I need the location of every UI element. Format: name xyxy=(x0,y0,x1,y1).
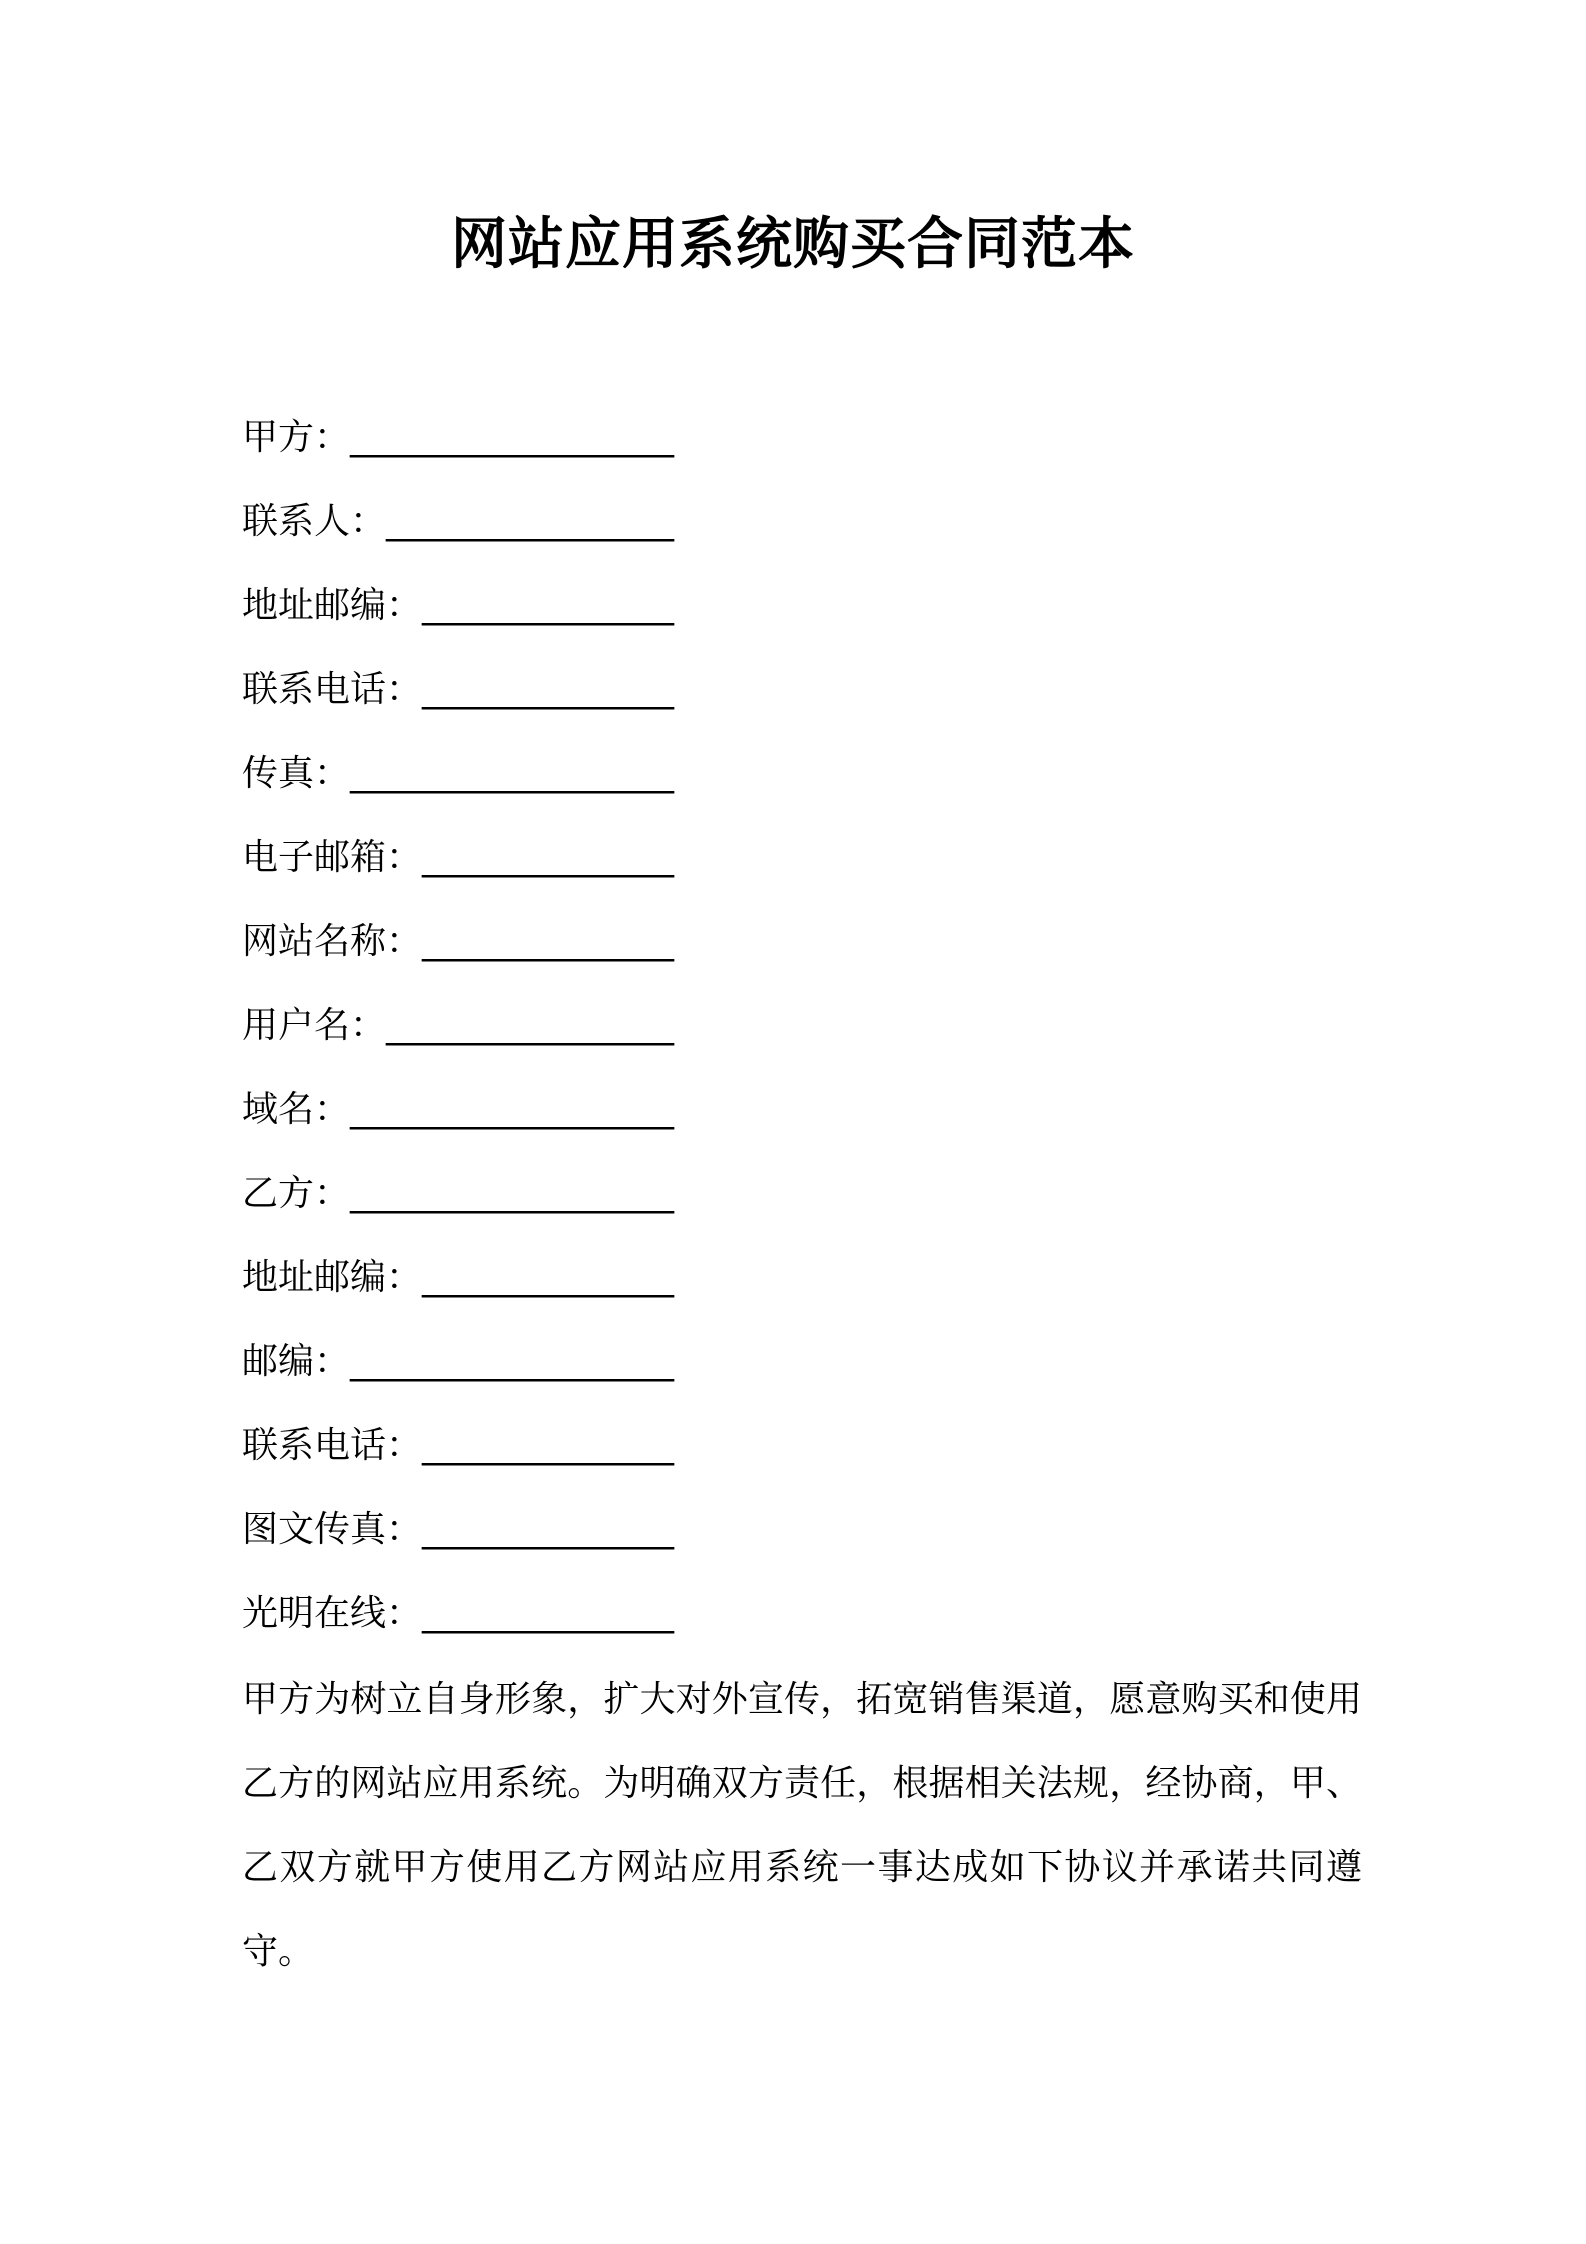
field-party-a xyxy=(242,408,1392,492)
field-phone-a xyxy=(242,660,1392,744)
field-label: 光明在线： xyxy=(242,1593,423,1634)
field-label: 地址邮编： xyxy=(242,585,423,626)
field-label: 联系人： xyxy=(242,501,387,542)
field-label: 甲方： xyxy=(242,417,351,458)
field-label: 网站名称： xyxy=(242,921,423,962)
fill-in-blank: __________________ xyxy=(350,753,675,794)
field-address-postcode-a xyxy=(242,576,1392,660)
intro-paragraph: 甲方为树立自身形象，扩大对外宣传，拓宽销售渠道，愿意购买和使用乙方的网站应用系统。为明确双方责任，根据相关法规，经协商，甲、乙双方就甲方使用乙方网站应用系统一事达成如下协议并承诺共同遵守。 xyxy=(242,1679,1362,1972)
field-label: 乙方： xyxy=(242,1173,351,1214)
party-info-fields xyxy=(242,408,1392,1668)
fill-in-blank: ______________ xyxy=(422,1425,675,1466)
fill-in-blank: ______________ xyxy=(422,837,675,878)
field-contact-person xyxy=(242,492,1392,576)
field-label: 联系电话： xyxy=(242,1425,423,1466)
document-title: 网站应用系统购买合同范本 xyxy=(451,212,1135,277)
field-address-postcode-b xyxy=(242,1248,1392,1332)
fill-in-blank: ________________ xyxy=(386,501,675,542)
fill-in-blank: __________________ xyxy=(350,417,675,458)
field-label: 地址邮编： xyxy=(242,1257,423,1298)
field-party-b xyxy=(242,1164,1392,1248)
field-label: 图文传真： xyxy=(242,1509,423,1550)
fill-in-blank: ______________ xyxy=(422,921,675,962)
fill-in-blank: ________________ xyxy=(386,1005,675,1046)
field-label: 邮编： xyxy=(242,1341,351,1382)
fill-in-blank: ______________ xyxy=(422,669,675,710)
field-label: 用户名： xyxy=(242,1005,387,1046)
field-fax-a xyxy=(242,744,1392,828)
field-domain xyxy=(242,1080,1392,1164)
field-label: 传真： xyxy=(242,753,351,794)
field-website-name xyxy=(242,912,1392,996)
fill-in-blank: ______________ xyxy=(422,585,675,626)
field-label: 联系电话： xyxy=(242,669,423,710)
fill-in-blank: __________________ xyxy=(350,1089,675,1130)
field-guangming-online xyxy=(242,1584,1392,1668)
field-label: 电子邮箱： xyxy=(242,837,423,878)
field-username xyxy=(242,996,1392,1080)
fill-in-blank: ______________ xyxy=(422,1509,675,1550)
fill-in-blank: __________________ xyxy=(350,1173,675,1214)
field-postcode-b xyxy=(242,1332,1392,1416)
field-label: 域名： xyxy=(242,1089,351,1130)
fill-in-blank: ______________ xyxy=(422,1257,675,1298)
fill-in-blank: ______________ xyxy=(422,1593,675,1634)
field-fax-b xyxy=(242,1500,1392,1584)
fill-in-blank: __________________ xyxy=(350,1341,675,1382)
field-email xyxy=(242,828,1392,912)
field-phone-b xyxy=(242,1416,1392,1500)
